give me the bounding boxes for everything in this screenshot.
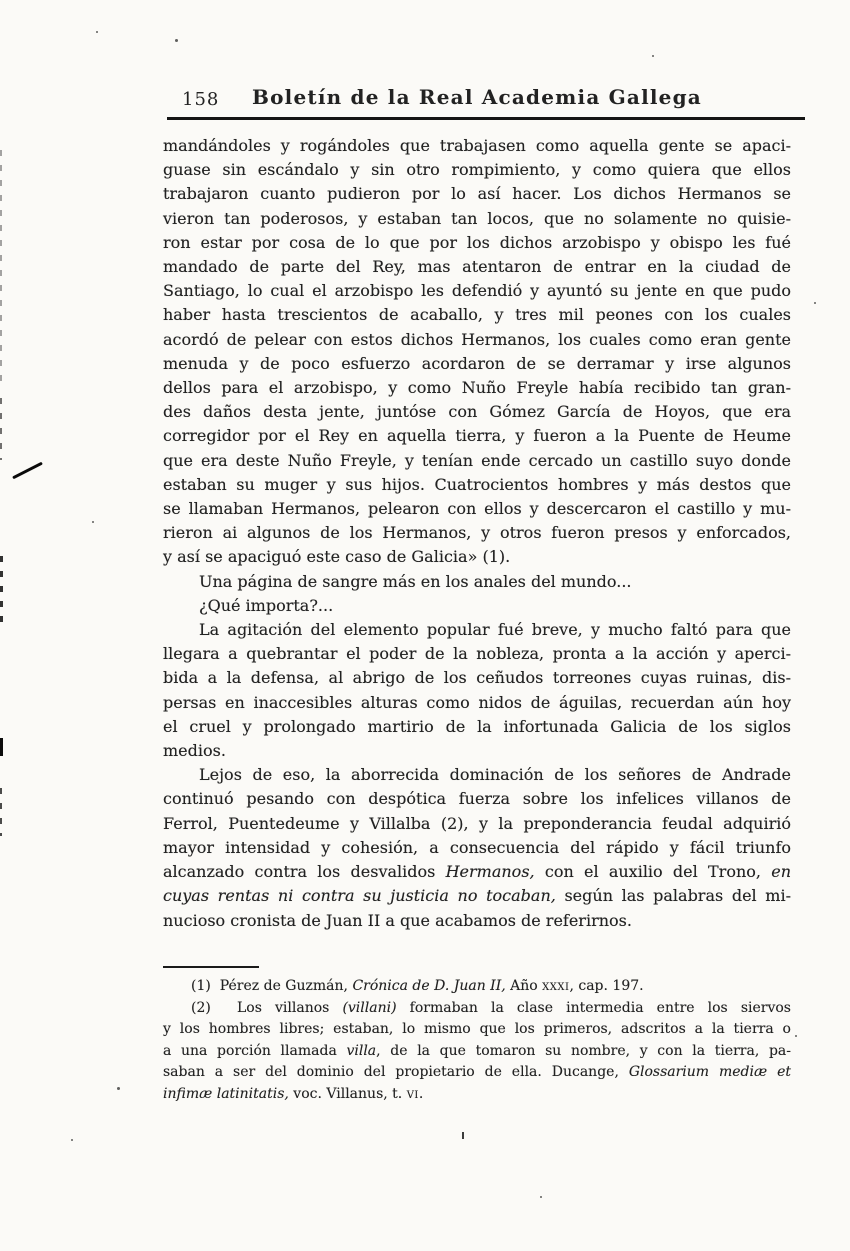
paragraph: [163, 134, 791, 570]
ink-speck: [71, 1139, 73, 1141]
text-line: y así se apaciguó este caso de Galicia» (1).: [163, 547, 511, 567]
ink-speck: [92, 521, 94, 523]
scan-artifact: [12, 462, 43, 480]
ink-speck: [540, 1196, 542, 1198]
text-line: cuyas rentas ni contra su justicia no tocaban, según las palabras del mi-: [163, 886, 791, 906]
text-line: se llamaban Hermanos, pelearon con ellos y descercaron el castillo y mu-: [163, 499, 791, 519]
text-line: continuó pesando con despótica fuerza sobre los infelices villanos de: [163, 789, 791, 809]
text-line: Ferrol, Puentedeume y Villalba (2), y la preponderancia feudal adquirió: [163, 813, 791, 833]
paragraph: [163, 763, 791, 932]
scan-artifact: [462, 1132, 464, 1139]
header-title: Boletín de la Real Academia Gallega: [252, 85, 702, 109]
scan-artifact: [0, 788, 2, 836]
paragraph: [163, 618, 791, 763]
text-line: medios.: [163, 741, 226, 761]
ink-speck: [117, 1087, 120, 1090]
text-line: y los hombres libres; estaban, lo mismo que los primeros, adscritos a la tierra o: [163, 1021, 791, 1038]
text-line: haber hasta trescientos de acaballo, y tres mil peones con los cuales: [163, 305, 791, 325]
ink-speck: [814, 302, 816, 304]
text-line: estaban su muger y sus hijos. Cuatrocientos hombres y más destos que: [163, 474, 791, 494]
text-line: mandándoles y rogándoles que trabajasen como aquella gente se apaci-: [163, 136, 791, 155]
text-line: (1) Pérez de Guzmán, Crónica de D. Juan II, Año xxxi, cap. 197.: [191, 978, 644, 994]
text-line: menuda y de poco esfuerzo acordaron de se derramar y irse algunos: [163, 353, 791, 373]
text-line: llegara a quebrantar el poder de la nobleza, pronta a la acción y aperci-: [163, 644, 791, 664]
text-line: dellos para el arzobispo, y como Nuño Freyle había recibido tan gran-: [163, 378, 791, 398]
scan-artifact: [0, 738, 3, 756]
body-text: [163, 134, 791, 933]
page-number: 158: [182, 89, 220, 110]
text-line: trabajaron cuanto pudieron por lo así hacer. Los dichos Hermanos se: [163, 184, 791, 204]
paragraph: [163, 594, 791, 618]
text-line: ron estar por cosa de lo que por los dichos arzobispo y obispo les fué: [163, 232, 791, 252]
ink-speck: [96, 31, 98, 33]
paragraph: [163, 570, 791, 594]
paragraph: [163, 998, 791, 1106]
text-line: infimæ latinitatis, voc. Villanus, t. vi.: [163, 1085, 424, 1102]
ink-speck: [795, 1035, 797, 1037]
text-line: corregidor por el Rey en aquella tierra, y fueron a la Puente de Heume: [163, 426, 791, 446]
scan-artifact: [0, 556, 3, 626]
ink-speck: [175, 39, 178, 42]
scan-artifact: [0, 398, 2, 460]
text-line: bida a la defensa, al abrigo de los ceñudos torreones cuyas ruinas, dis-: [163, 668, 791, 688]
text-line: el cruel y prolongado martirio de la infortunada Galicia de los siglos: [163, 716, 791, 736]
header-rule: [167, 117, 805, 120]
text-line: que era deste Nuño Freyle, y tenían ende cercado un castillo suyo donde: [163, 450, 791, 470]
text-line: guase sin escándalo y sin otro rompimiento, y como quiera que ellos: [163, 160, 791, 180]
text-line: nucioso cronista de Juan II a que acabamos de referirnos.: [163, 910, 632, 930]
paragraph: [163, 976, 791, 998]
text-line: mandado de parte del Rey, mas atentaron de entrar en la ciudad de: [163, 257, 791, 277]
text-line: La agitación del elemento popular fué breve, y mucho faltó para que: [199, 620, 791, 640]
text-line: Lejos de eso, la aborrecida dominación de los señores de Andrade: [199, 765, 791, 785]
text-line: vieron tan poderosos, y estaban tan locos, que no solamente no quisie-: [163, 208, 791, 228]
text-line: ¿Qué importa?...: [199, 595, 334, 615]
footnotes: [163, 976, 791, 1106]
text-line: rieron ai algunos de los Hermanos, y otros fueron presos y enforcados,: [163, 523, 791, 543]
text-line: a una porción llamada villa, de la que tomaron su nombre, y con la tierra, pa-: [163, 1042, 792, 1059]
ink-speck: [652, 55, 654, 57]
text-line: des daños desta jente, juntóse con Gómez García de Hoyos, que era: [163, 402, 791, 422]
text-line: Una página de sangre más en los anales del mundo...: [199, 571, 632, 591]
text-line: acordó de pelear con estos dichos Hermanos, los cuales como eran gente: [163, 329, 791, 349]
text-line: saban a ser del dominio del propietario de ella. Ducange, Glossarium mediæ et: [163, 1064, 791, 1081]
text-line: (2) Los villanos (villani) formaban la clase intermedia entre los siervos: [191, 999, 791, 1016]
text-line: alcanzado contra los desvalidos Hermanos, con el auxilio del Trono, en: [163, 862, 792, 882]
text-line: mayor intensidad y cohesión, a consecuencia del rápido y fácil triunfo: [163, 837, 791, 857]
text-line: persas en inaccesibles alturas como nidos de águilas, recuerdan aún hoy: [163, 692, 791, 712]
text-line: Santiago, lo cual el arzobispo les defendió y ayuntó su jente en que pudo: [163, 281, 791, 301]
footnote-separator-rule: [163, 966, 259, 968]
scan-artifact: [0, 150, 2, 390]
